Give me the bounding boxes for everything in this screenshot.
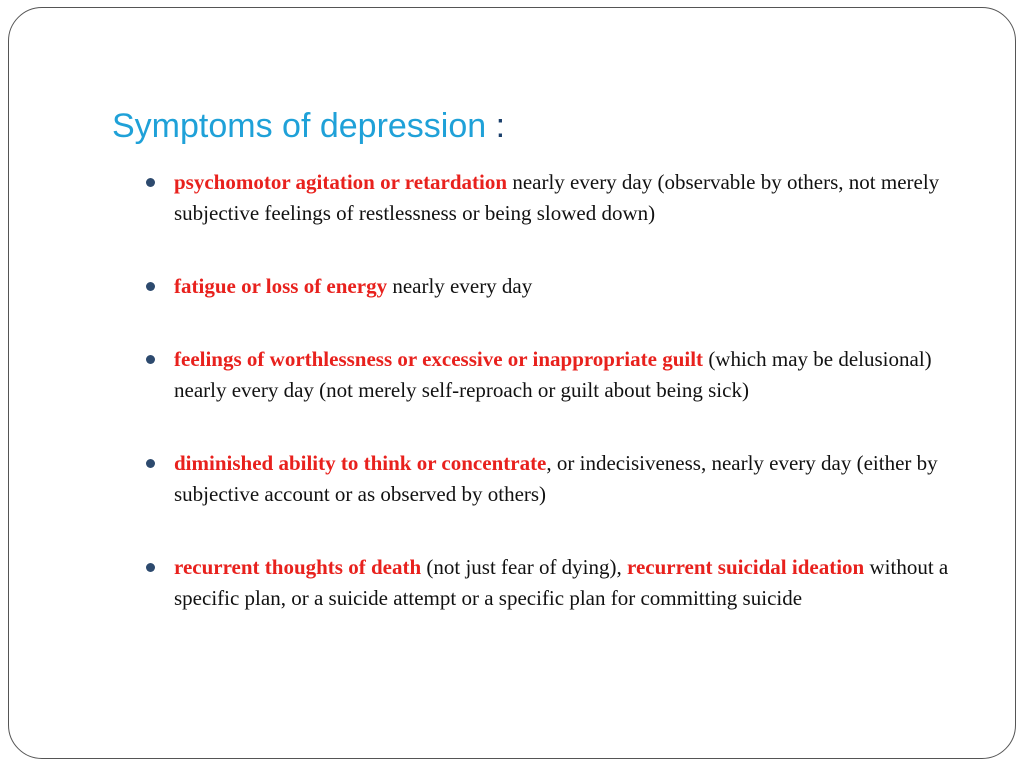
- symptom-highlight: diminished ability to think or concentrate: [174, 451, 547, 475]
- symptom-list: [145, 167, 975, 656]
- list-item: [145, 271, 975, 302]
- bullet-dot-icon: [146, 178, 155, 187]
- symptom-detail: nearly every day (observable by others, not merely subjective feelings of restlessness or being slowed down): [174, 170, 940, 225]
- symptom-highlight: recurrent thoughts of death: [174, 555, 422, 579]
- slide-title-colon: :: [495, 107, 506, 145]
- bullet-dot-icon: [146, 282, 155, 291]
- symptom-detail: (which may be delusional) nearly every day (not merely self-reproach or guilt about being sick): [174, 347, 932, 402]
- list-item: [145, 167, 975, 229]
- bullet-dot-icon: [146, 459, 155, 468]
- symptom-highlight: psychomotor agitation or retardation: [174, 170, 508, 194]
- list-item: [145, 552, 975, 614]
- symptom-highlight: fatigue or loss of energy: [174, 274, 388, 298]
- symptom-detail: nearly every day: [387, 274, 533, 298]
- symptom-highlight-secondary: recurrent suicidal ideation: [627, 555, 865, 579]
- bullet-dot-icon: [146, 563, 155, 572]
- bullet-dot-icon: [146, 355, 155, 364]
- list-item: [145, 344, 975, 406]
- list-item: [145, 448, 975, 510]
- slide-title: [112, 104, 505, 148]
- symptom-highlight: feelings of worthlessness or excessive or inappropriate guilt: [174, 347, 704, 371]
- symptom-detail-secondary: without a specific plan, or a suicide attempt or a specific plan for committing suicide: [174, 555, 949, 610]
- symptom-detail: (not just fear of dying),: [421, 555, 628, 579]
- symptom-detail: , or indecisiveness, nearly every day (either by subjective account or as observed by others): [174, 451, 938, 506]
- slide-title-text: Symptoms of depression: [112, 107, 487, 145]
